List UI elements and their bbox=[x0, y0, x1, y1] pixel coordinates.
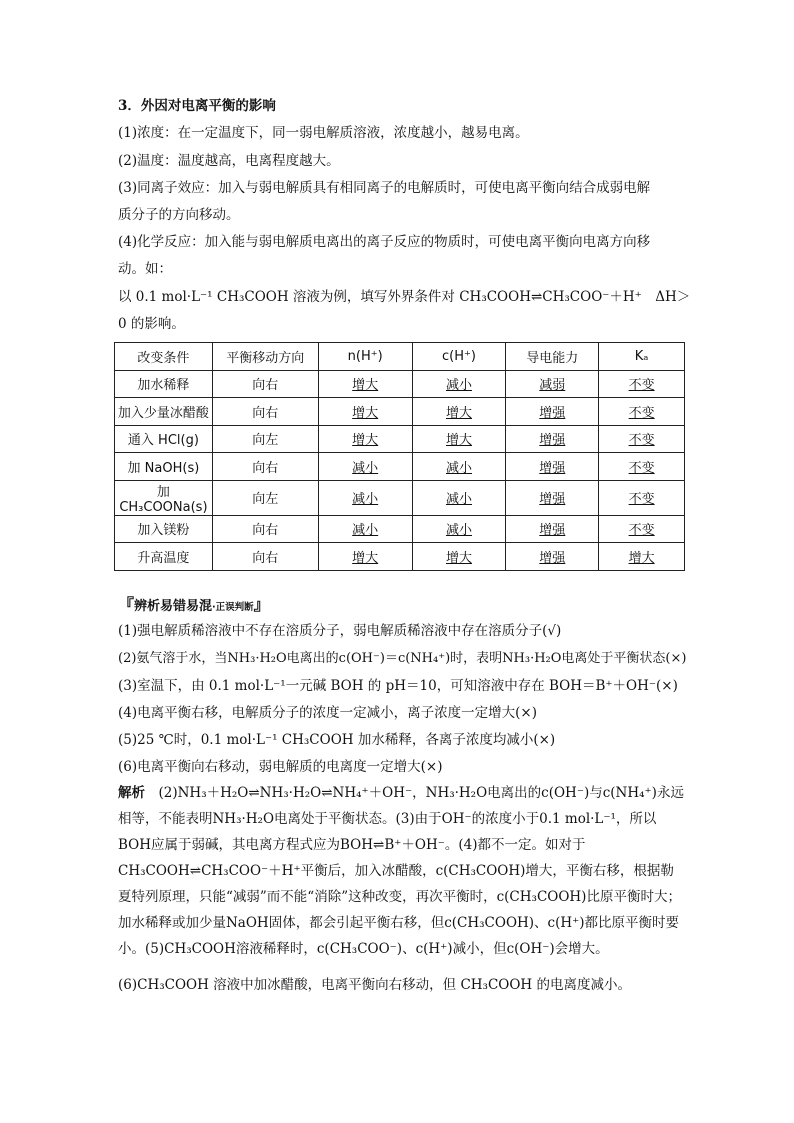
paragraph-reaction-1: (4)化学反应：加入能与弱电解质电离出的离子反应的物质时，可使电离平衡向电离方向移 bbox=[118, 234, 651, 250]
table-row bbox=[115, 480, 685, 515]
table-cell bbox=[506, 398, 599, 426]
table-cell bbox=[318, 370, 412, 398]
answer-text: 减小 bbox=[352, 492, 379, 507]
table-row bbox=[115, 515, 685, 543]
answer-text: 增强 bbox=[539, 460, 566, 476]
section-heading: 3．外因对电离平衡的影响 bbox=[118, 98, 276, 114]
analysis-paragraph bbox=[118, 780, 686, 962]
table-cell bbox=[599, 370, 685, 398]
section-title bbox=[118, 592, 270, 615]
table-cell bbox=[599, 515, 685, 543]
analysis-text: (2)NH₃＋H₂O⇌NH₃·H₂O⇌NH₄⁺＋OH⁻，NH₃·H₂O电离出的c(OH⁻)与c(NH₄⁺)永远相等，不能表明NH₃·H₂O电离处于平衡状态。(3)由于OH⁻的浓度小于0.1 mol·L⁻¹，所以BOH应属于弱碱，其电离方程式应为BOH⇌B⁺＋OH⁻。(4)都不一定。如对于CH₃COOH⇌CH₃COO⁻＋H⁺平衡后，加入冰醋酸，c(CH₃COOH)增大，平衡右移，根据勒夏特列原理，只能“减弱”而不能“消除”这种改变，再次平衡时，c(CH₃COOH)比原平衡时大；加水稀释或加少量NaOH固体，都会引起平衡右移，但c(CH₃COOH)、c(H⁺)都比原平衡时要小。(5)CH₃COOH溶液稀释时，c(CH₃COO⁻)、c(H⁺)减小，但c(OH⁻)会增大。 bbox=[118, 785, 684, 957]
answer-text: 增大 bbox=[628, 550, 655, 566]
judgment-item: (5)25 ℃时，0.1 mol·L⁻¹ CH₃COOH 加水稀释，各离子浓度均减小(×) bbox=[118, 732, 556, 748]
answer-text: 减小 bbox=[352, 523, 379, 539]
judgment-item: (4)电离平衡右移，电解质分子的浓度一定减小，离子浓度一定增大(×) bbox=[118, 705, 537, 721]
table-row bbox=[115, 398, 685, 426]
answer-text: 减小 bbox=[352, 460, 379, 476]
answer-text: 增强 bbox=[539, 523, 566, 539]
answer-text: 减小 bbox=[445, 378, 472, 394]
paragraph-example-2: 0 的影响。 bbox=[118, 316, 185, 332]
table-header-row bbox=[115, 343, 685, 371]
analysis-point-6: (6)CH₃COOH 溶液中加冰醋酸，电离平衡向右移动，但 CH₃COOH 的电离度减小。 bbox=[118, 977, 631, 993]
table-cell: 向右 bbox=[212, 543, 318, 571]
table-cell: 向右 bbox=[212, 453, 318, 481]
table-cell bbox=[318, 398, 412, 426]
table-cell bbox=[506, 425, 599, 453]
influence-table bbox=[114, 342, 685, 571]
header-cell: n(H⁺) bbox=[318, 343, 412, 371]
header-cell: 平衡移动方向 bbox=[212, 343, 318, 371]
answer-text: 不变 bbox=[628, 492, 655, 507]
table-cell: 加水稀释 bbox=[115, 370, 213, 398]
analysis-label: 解析 bbox=[118, 785, 145, 801]
answer-text: 不变 bbox=[628, 433, 655, 449]
answer-text: 增大 bbox=[445, 405, 472, 421]
table-cell: 向左 bbox=[212, 425, 318, 453]
table-cell bbox=[412, 543, 506, 571]
paragraph-example-1: 以 0.1 mol·L⁻¹ CH₃COOH 溶液为例，填写外界条件对 CH₃COOH⇌CH₃COO⁻＋H⁺ ΔH＞ bbox=[118, 289, 691, 305]
table-cell bbox=[318, 453, 412, 481]
table-cell bbox=[318, 515, 412, 543]
answer-text: 减弱 bbox=[539, 378, 566, 394]
table-cell: 通入 HCl(g) bbox=[115, 425, 213, 453]
paragraph-temperature: (2)温度：温度越高，电离程度越大。 bbox=[118, 153, 340, 169]
header-cell: c(H⁺) bbox=[412, 343, 506, 371]
paragraph-common-ion-2: 质分子的方向移动。 bbox=[118, 207, 240, 223]
table-cell bbox=[506, 370, 599, 398]
answer-text: 减小 bbox=[445, 460, 472, 476]
table-cell: 向右 bbox=[212, 398, 318, 426]
header-cell: 导电能力 bbox=[506, 343, 599, 371]
answer-text: 不变 bbox=[628, 405, 655, 421]
table-cell: 加 NaOH(s) bbox=[115, 453, 213, 481]
bracket-left-icon: 『 bbox=[118, 595, 135, 614]
table-cell: 向右 bbox=[212, 370, 318, 398]
section-title-sub: ·正误判断 bbox=[212, 602, 254, 613]
judgment-item: (1)强电解质稀溶液中不存在溶质分子，弱电解质稀溶液中存在溶质分子(√) bbox=[118, 623, 562, 639]
table-row bbox=[115, 453, 685, 481]
table-cell bbox=[412, 398, 506, 426]
judgment-item: (3)室温下，由 0.1 mol·L⁻¹一元碱 BOH 的 pH＝10，可知溶液中存在 BOH＝B⁺＋OH⁻(×) bbox=[118, 678, 678, 694]
answer-text: 增强 bbox=[539, 550, 566, 566]
table-cell bbox=[599, 543, 685, 571]
answer-text: 增大 bbox=[445, 550, 472, 566]
table-cell bbox=[412, 370, 506, 398]
paragraph-concentration: (1)浓度：在一定温度下，同一弱电解质溶液，浓度越小，越易电离。 bbox=[118, 125, 529, 141]
table-cell bbox=[506, 453, 599, 481]
table-cell: 加 CH₃COONa(s) bbox=[115, 480, 213, 515]
header-cell: 改变条件 bbox=[115, 343, 213, 371]
answer-text: 增大 bbox=[352, 378, 379, 394]
table-cell bbox=[412, 425, 506, 453]
table-cell bbox=[599, 425, 685, 453]
table-cell bbox=[318, 480, 412, 515]
table-cell bbox=[599, 398, 685, 426]
table-cell: 加入镁粉 bbox=[115, 515, 213, 543]
answer-text: 增强 bbox=[539, 492, 566, 507]
answer-text: 减小 bbox=[445, 523, 472, 539]
table-cell: 加入少量冰醋酸 bbox=[115, 398, 213, 426]
table-cell bbox=[412, 480, 506, 515]
table-cell bbox=[412, 453, 506, 481]
answer-text: 不变 bbox=[628, 460, 655, 476]
table-cell: 升高温度 bbox=[115, 543, 213, 571]
answer-text: 减小 bbox=[445, 492, 472, 507]
table-cell bbox=[412, 515, 506, 543]
table-cell bbox=[599, 453, 685, 481]
table-cell bbox=[318, 425, 412, 453]
table-row bbox=[115, 543, 685, 571]
table-cell bbox=[599, 480, 685, 515]
table-cell bbox=[506, 543, 599, 571]
table-cell: 向右 bbox=[212, 515, 318, 543]
paragraph-common-ion-1: (3)同离子效应：加入与弱电解质具有相同离子的电解质时，可使电离平衡向结合成弱电解 bbox=[118, 180, 651, 196]
answer-text: 增强 bbox=[539, 433, 566, 449]
table-cell bbox=[506, 515, 599, 543]
answer-text: 增大 bbox=[352, 550, 379, 566]
answer-text: 不变 bbox=[628, 378, 655, 394]
table-cell bbox=[506, 480, 599, 515]
answer-text: 增大 bbox=[352, 433, 379, 449]
bracket-right-icon: 』 bbox=[253, 595, 270, 614]
answer-text: 增强 bbox=[539, 405, 566, 421]
table-cell bbox=[318, 543, 412, 571]
answer-text: 增大 bbox=[352, 405, 379, 421]
table-cell: 向左 bbox=[212, 480, 318, 515]
section-title-main: 辨析易错易混 bbox=[134, 599, 213, 614]
judgment-item: (6)电离平衡向右移动，弱电解质的电离度一定增大(×) bbox=[118, 759, 443, 775]
table-row bbox=[115, 425, 685, 453]
header-cell: Kₐ bbox=[599, 343, 685, 371]
paragraph-reaction-2: 动。如： bbox=[118, 261, 172, 277]
judgment-item: (2)氨气溶于水，当NH₃·H₂O电离出的c(OH⁻)＝c(NH₄⁺)时，表明NH₃·H₂O电离处于平衡状态(×) bbox=[118, 651, 687, 666]
answer-text: 不变 bbox=[628, 523, 655, 539]
answer-text: 增大 bbox=[445, 433, 472, 449]
table-row bbox=[115, 370, 685, 398]
